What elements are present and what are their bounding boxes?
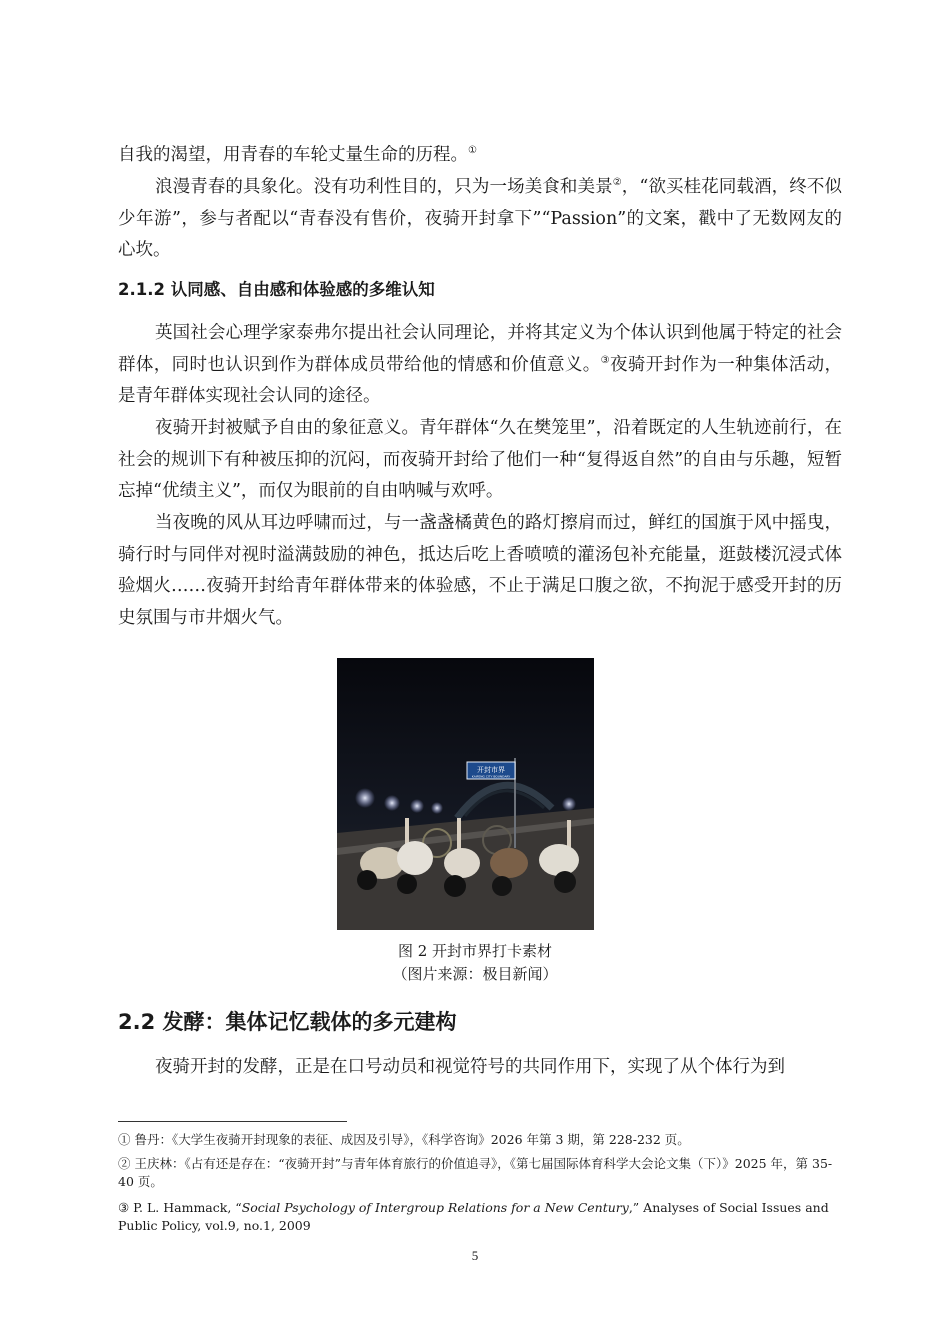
sign-subtext: KAIFENG CITY BOUNDARY	[471, 774, 511, 779]
paragraph-4: 当夜晚的风从耳边呼啸而过，与一盏盏橘黄色的路灯擦肩而过，鲜红的国旗于风中摇曳，骑行时与同伴对视时溢满鼓励的神色，抵达后吃上香喷喷的灌汤包补充能量，逛鼓楼沉浸式体验烟火……夜骑开封给青年群体带来的体验感，不止于满足口腹之欲，不拘泥于感受开封的历史氛围与市井烟火气。	[118, 513, 842, 628]
figure-source: （图片来源：极目新闻）	[392, 965, 558, 983]
footnote-ref-1[interactable]: ①	[468, 145, 477, 157]
paragraph-1: 浪漫青春的具象化。没有功利性目的，只为一场美食和美景②，“欲买桂花同载酒，终不似少年游”，参与者配以“青春没有售价，夜骑开封拿下”“Passion”的文案，戳中了无数网友的心坎。	[118, 177, 842, 260]
footnote-1: ① 鲁丹：《大学生夜骑开封现象的表征、成因及引导》，《科学咨询》2026 年第 3 期，第 228-232 页。	[118, 1132, 690, 1147]
paragraph-3: 夜骑开封被赋予自由的象征意义。青年群体“久在樊笼里”，沿着既定的人生轨迹前行，在社会的规训下有种被压抑的沉闷，而夜骑开封给了他们一种“复得返自然”的自由与乐趣，短暂忘掉“优绩主义”，而仅为眼前的自由呐喊与欢呼。	[118, 418, 842, 501]
paragraph-0: 自我的渴望，用青春的车轮丈量生命的历程。①	[118, 145, 477, 165]
footnote-3-title: Social Psychology of Intergroup Relations for a New Century	[241, 1200, 629, 1215]
sign-text: 开封市界	[477, 766, 505, 774]
footnote-ref-3[interactable]: ③	[600, 354, 610, 366]
footnote-divider	[118, 1121, 347, 1122]
page-number: 5	[471, 1248, 479, 1263]
section-heading-2-1-2: 2.1.2 认同感、自由感和体验感的多维认知	[118, 280, 435, 299]
figure-caption: 图 2 开封市界打卡素材	[397, 942, 553, 960]
paragraph-5: 夜骑开封的发酵，正是在口号动员和视觉符号的共同作用下，实现了从个体行为到	[155, 1057, 785, 1077]
night-photo-illustration	[337, 658, 594, 930]
footnote-ref-2[interactable]: ②	[612, 177, 622, 189]
footnote-3: ③ P. L. Hammack, “Social Psychology of Intergroup Relations for a New Century,” Analyses of Social Issues and Public Policy, vol.9, no.1, 2009	[118, 1200, 829, 1233]
section-heading-2-2: 2.2 发酵：集体记忆载体的多元建构	[118, 1010, 457, 1034]
paragraph-2: 英国社会心理学家泰弗尔提出社会认同理论，并将其定义为个体认识到他属于特定的社会群体，同时也认识到作为群体成员带给他的情感和价值意义。③夜骑开封作为一种集体活动，是青年群体实现社会认同的途径。	[118, 323, 843, 406]
footnote-2: ② 王庆林：《占有还是存在：“夜骑开封”与青年体育旅行的价值追寻》，《第七届国际体育科学大会论文集（下）》2025 年，第 35-40 页。	[118, 1156, 833, 1189]
figure-photo	[337, 658, 594, 930]
